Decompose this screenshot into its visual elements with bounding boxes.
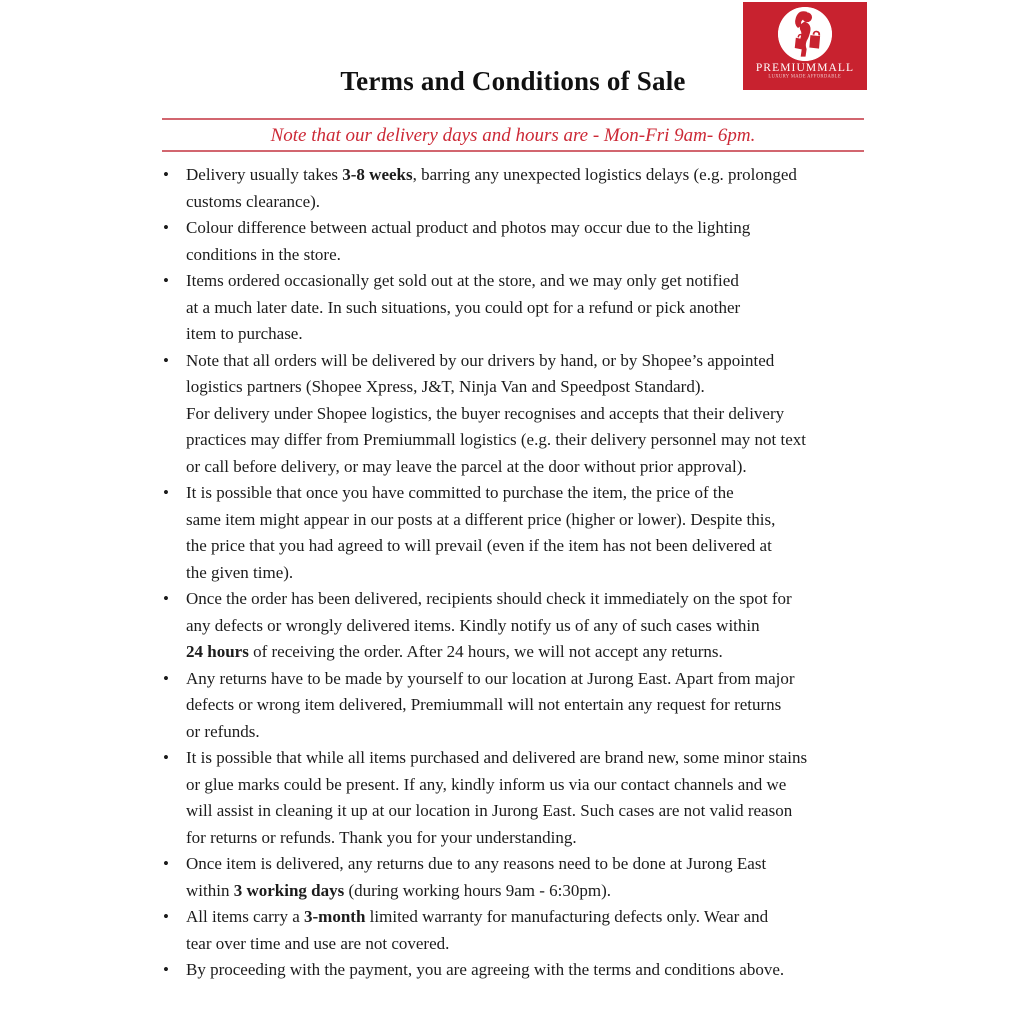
term-item: [163, 215, 865, 268]
term-line: practices may differ from Premiummall logistics (e.g. their delivery personnel may not text: [186, 430, 807, 449]
term-line: • All items carry a 3-month limited warranty for manufacturing defects only. Wear and: [186, 907, 769, 926]
term-item: [163, 957, 865, 984]
term-line: logistics partners (Shopee Xpress, J&T, Ninja Van and Speedpost Standard).: [186, 377, 705, 396]
term-item: [163, 348, 865, 481]
term-line: or glue marks could be present. If any, kindly inform us via our contact channels and we: [186, 774, 787, 794]
term-line: • By proceeding with the payment, you are agreeing with the terms and conditions above.: [186, 960, 785, 979]
term-line: • It is possible that while all items purchased and delivered are brand new, some minor stains: [186, 748, 808, 767]
term-line: for returns or refunds. Thank you for your understanding.: [186, 827, 577, 847]
term-line: • Note that all orders will be delivered by our drivers by hand, or by Shopee’s appointed: [186, 350, 775, 370]
term-line: item to purchase.: [186, 324, 303, 343]
term-item: [163, 666, 865, 746]
term-line: or refunds.: [186, 721, 260, 741]
logo-brand-name: PREMIUMMALL: [755, 62, 855, 74]
term-item: [163, 268, 865, 348]
delivery-note: Note that our delivery days and hours are - Mon-Fri 9am- 6pm.: [270, 125, 756, 146]
shopper-silhouette-icon: [778, 7, 832, 61]
term-item: [163, 586, 865, 666]
term-line: same item might appear in our posts at a different price (higher or lower). Despite this,: [186, 509, 776, 529]
term-line: within 3 working days (during working hours 9am - 6:30pm).: [186, 880, 612, 900]
term-line: • Items ordered occasionally get sold out at the store, and we may only get notified: [186, 271, 739, 290]
term-line: or call before delivery, or may leave the parcel at the door without prior approval).: [186, 456, 747, 476]
logo-tagline: LUXURY MADE AFFORDABLE: [768, 73, 842, 79]
term-line: • Any returns have to be made by yourself to our location at Jurong East. Apart from major: [186, 668, 795, 688]
term-line: • Once item is delivered, any returns due to any reasons need to be done at Jurong East: [186, 854, 767, 873]
term-line: For delivery under Shopee logistics, the buyer recognises and accepts that their delivery: [186, 403, 785, 423]
term-item: [163, 745, 865, 851]
term-line: customs clearance).: [186, 191, 321, 211]
term-item: [163, 162, 865, 215]
term-line: at a much later date. In such situations, you could opt for a refund or pick another: [186, 297, 741, 317]
term-line: defects or wrong item delivered, Premiummall will not entertain any request for returns: [186, 695, 782, 714]
term-line: the given time).: [186, 562, 294, 582]
term-line: • Delivery usually takes 3-8 weeks, barring any unexpected logistics delays (e.g. prolonged: [186, 165, 797, 184]
page-title: Terms and Conditions of Sale: [340, 66, 686, 96]
term-line: 24 hours of receiving the order. After 24 hours, we will not accept any returns.: [186, 642, 723, 661]
term-item: [163, 851, 865, 904]
term-item: [163, 904, 865, 957]
term-line: tear over time and use are not covered.: [186, 933, 450, 953]
term-line: conditions in the store.: [186, 244, 341, 264]
term-line: • It is possible that once you have committed to purchase the item, the price of the: [186, 483, 734, 502]
term-item: [163, 480, 865, 586]
terms-list: [163, 162, 865, 984]
term-line: • Once the order has been delivered, recipients should check it immediately on the spot for: [186, 589, 792, 608]
term-line: the price that you had agreed to will prevail (even if the item has not been delivered at: [186, 536, 772, 555]
term-line: any defects or wrongly delivered items. Kindly notify us of any of such cases within: [186, 615, 760, 635]
term-line: • Colour difference between actual product and photos may occur due to the lighting: [186, 218, 751, 237]
delivery-note-band: [162, 118, 864, 152]
term-line: will assist in cleaning it up at our location in Jurong East. Such cases are not valid reason: [186, 801, 793, 820]
